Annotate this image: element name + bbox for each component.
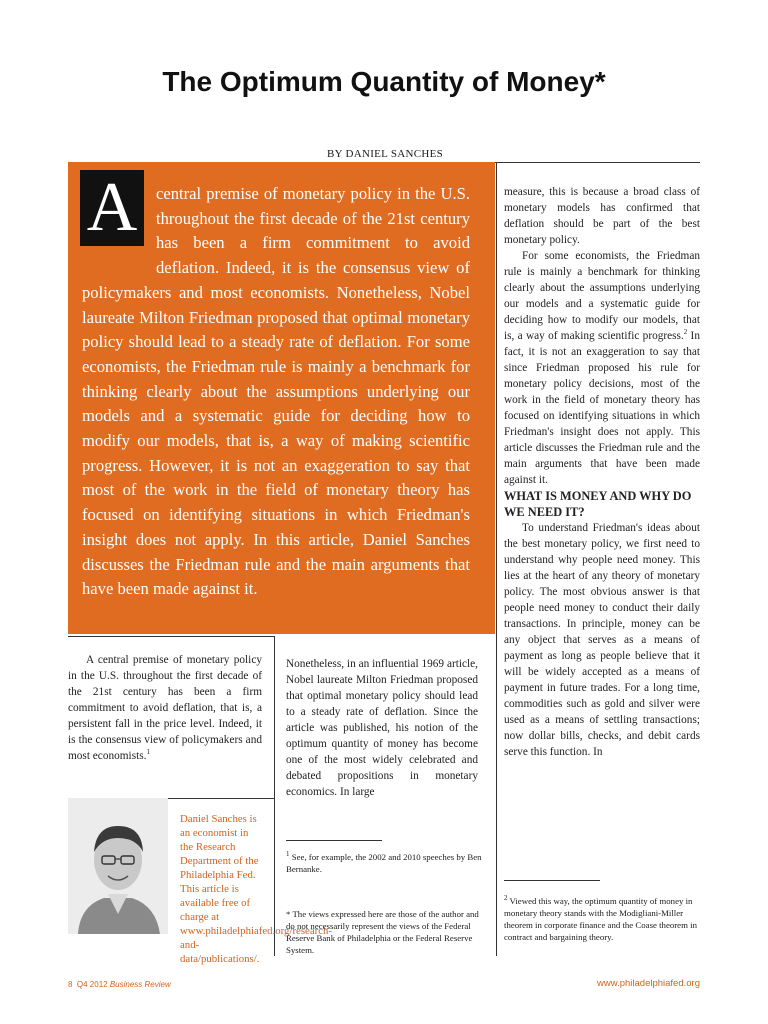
column-1: [68, 652, 262, 764]
column-divider-1: [274, 636, 275, 956]
column-divider-2: [496, 162, 497, 956]
article-title: The Optimum Quantity of Money*: [162, 66, 606, 97]
footnote-ref[interactable]: 2: [683, 328, 688, 337]
body-paragraph: Nonetheless, in an influential 1969 article, Nobel laureate Milton Friedman proposed that optimal monetary policy should lead to a steady rate of deflation. Since the article was published, his notion of the optimum quantity of money has become one of the most widely celebrated and debated propositions in monetary economics. In large: [286, 658, 478, 798]
footnote-rule: [504, 880, 600, 881]
author-portrait-icon: [68, 798, 168, 934]
footnote-1: $^1$ See, for example, the 2002 and 2010 speeches by Ben Bernanke.: [286, 850, 482, 874]
footnote-rule: [286, 840, 382, 841]
byline: BY DANIEL SANCHES: [326, 148, 444, 160]
footer-url-link[interactable]: www.philadelphiafed.org: [597, 978, 700, 989]
body-paragraph: A central premise of monetary policy in the U.S. throughout the first decade of the 21st century has been a firm commitment to avoid deflation, that is, a persistent fall in the price level. Indeed, it is the consensus view of policymakers and most economists.: [68, 654, 262, 762]
footnote-2: $^2$ Viewed this way, the optimum quantity of money in monetary theory stands with the Modigliani-Miller theorem in corporate finance and the Coase theorem in contract and bargaining theory.: [504, 894, 697, 942]
abstract-text: central premise of monetary policy in the U.S. throughout the first decade of the 21st century has been a firm commitment to avoid deflation. Indeed, it is the consensus view of policymakers and most economists. Nonetheless, Nobel laureate Milton Friedman proposed that optimal monetary policy should lead to a steady rate of deflation. For some economists, the Friedman rule is mainly a benchmark for thinking clearly about the assumptions underlying our models and a systematic guide for deciding how to modify our models, that is, a way of making scientific progress. However, it is not an exaggeration to say that most of the work in the field of monetary theory has focused on identifying situations in which Friedman's insight does not apply. In this article, Daniel Sanches discusses the Friedman rule and the main arguments that have been made against it.: [82, 184, 470, 599]
drop-cap: A: [80, 170, 144, 246]
column-3: measure, this is because a broad class of monetary models has confirmed that deflation should be part of the best monetary policy. For some economists, the Friedman rule is mainly a benchmark for thinking clearly about the assumptions underlying our models and a systematic guide for deciding how to modify our models, that is, a way of making scientific progress.$^2$ In fact, it is not an exaggeration to say that since Friedman proposed his rule for monetary policy decisions, most of the work in the field of monetary theory has focused on identifying situations in which Friedman's insight does not apply. This article discusses the Friedman rule and the main arguments that have been made against it. WHAT IS MONEY AND WHY DO WE NEED IT? To understand Friedman's ideas about the best monetary policy, we first need to understand why people need money. This lies at the heart of any theory of monetary policy. The most obvious answer is that people need money to conduct their daily transactions. In principle, money can be any object that serves as a means of payment as long as people believe that it will be widely accepted as a means of payment in future trades. For a long time, commodities such as gold and silver were used as a means of settling transactions; now dollar bills, checks, and debit cards serve this function. In: [504, 186, 700, 758]
body-paragraph: To understand Friedman's ideas about the best monetary policy, we first need to understand why people need money. This lies at the heart of any theory of monetary policy. The most obvious answer is that people need money to conduct their daily transactions. In principle, money can be any object that serves as a means of payment as long as people believe that it will be widely accepted as a means of payment in future trades. For a long time, commodities such as gold and silver were used as a means of settling transactions; now dollar bills, checks, and debit cards serve this function. In: [504, 522, 700, 758]
page-number: 8: [68, 980, 73, 989]
footnote-disclaimer: * The views expressed here are those of the author and do not necessarily represent the views of the Federal Reserve Bank of Philadelphia or the Federal Reserve System.: [286, 909, 479, 955]
column-2: [286, 656, 478, 800]
author-bio: Daniel Sanches is an economist in the Research Department of the Philadelphia Fed. This article is available free of charge at www.philadelphiafed.org/research-and-data/publications/.: [180, 813, 332, 965]
abstract-bottom-rule: [68, 636, 275, 637]
body-paragraph: measure, this is because a broad class of monetary models has confirmed that deflation should be part of the best monetary policy.: [504, 186, 700, 246]
publication-name: Business Review: [109, 980, 171, 989]
issue-date: Q4 2012: [76, 980, 108, 989]
section-heading: WHAT IS MONEY AND WHY DO WE NEED IT?: [504, 489, 692, 519]
footnote-ref[interactable]: 1: [146, 748, 150, 757]
footer-issue: [68, 980, 171, 989]
